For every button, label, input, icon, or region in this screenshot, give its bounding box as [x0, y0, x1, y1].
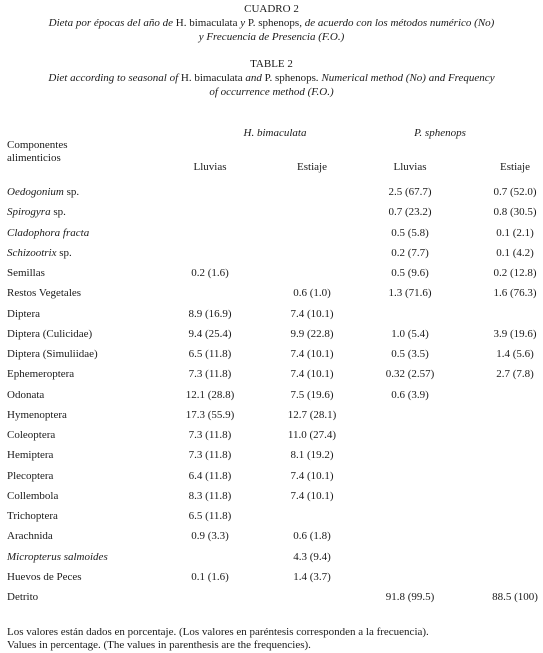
table-cell: 6.5 (11.8) — [188, 348, 232, 360]
row-label-name: Coleoptera — [7, 429, 56, 441]
footnote-spanish: Los valores están dados en porcentaje. (Los valores en paréntesis corresponden a la frecuencia). — [7, 626, 429, 638]
corner-label-line1: Componentes — [7, 139, 68, 151]
corner-label-line2: alimenticios — [7, 152, 61, 164]
row-label-name: Cladophora fracta — [7, 227, 90, 239]
row-label — [7, 287, 81, 299]
caption-fragment: Dieta por épocas del año de — [48, 17, 176, 29]
table-cell: 2.7 (7.8) — [496, 368, 534, 380]
caption-fragment: H. bimaculata — [175, 17, 238, 29]
caption-fragment: Diet according to seasonal of — [48, 72, 181, 84]
table-cell: 0.1 (2.1) — [496, 227, 534, 239]
row-label-name: Detrito — [7, 591, 39, 603]
row-label-name: Spirogyra — [7, 206, 51, 218]
cuadro-title: CUADRO 2 — [244, 3, 299, 15]
table-cell: 1.3 (71.6) — [388, 287, 432, 299]
table-caption-line2: of occurrence method (F.O.) — [209, 86, 334, 98]
row-label — [7, 510, 58, 522]
caption-fragment: P. sphenops — [264, 72, 316, 84]
table-cell: 1.0 (5.4) — [391, 328, 429, 340]
caption-fragment: H. bimaculata — [180, 72, 243, 84]
cuadro-caption-line1 — [0, 17, 543, 29]
table-cell: 9.4 (25.4) — [188, 328, 232, 340]
table-cell: 0.1 (1.6) — [191, 571, 229, 583]
table-cell: 0.9 (3.3) — [191, 530, 229, 542]
row-label-name: Arachnida — [7, 530, 53, 542]
table-cell: 1.4 (3.7) — [293, 571, 331, 583]
row-label — [7, 328, 92, 340]
footnote-english: Values in percentage. (The values in parenthesis are the frequencies). — [7, 639, 311, 651]
row-label-name: Hemiptera — [7, 449, 54, 461]
caption-fragment: . Numerical method (No) and Frequency — [315, 72, 495, 84]
row-label-name: Micropterus salmoides — [7, 551, 108, 563]
row-label-name: Restos Vegetales — [7, 287, 82, 299]
season-header-hb-estiaje: Estiaje — [297, 161, 327, 173]
table-cell: 2.5 (67.7) — [388, 186, 432, 198]
table-cell: 17.3 (55.9) — [185, 409, 235, 421]
row-label — [7, 186, 79, 198]
row-label-name: Odonata — [7, 389, 45, 401]
row-label — [7, 247, 72, 259]
caption-fragment: , de acuerdo con los métodos numérico (No) — [299, 17, 495, 29]
row-label — [7, 551, 108, 563]
table-cell: 6.5 (11.8) — [188, 510, 232, 522]
table-cell: 11.0 (27.4) — [287, 429, 337, 441]
table-cell: 12.1 (28.8) — [185, 389, 235, 401]
caption-fragment: y — [237, 17, 248, 29]
table-cell: 9.9 (22.8) — [290, 328, 334, 340]
species-header-h-bimaculata: H. bimaculata — [243, 127, 307, 139]
row-label-suffix: sp. — [56, 247, 72, 259]
row-label-suffix: sp. — [63, 186, 80, 198]
row-label — [7, 308, 40, 320]
row-label-name: Trichoptera — [7, 510, 58, 522]
table-cell: 12.7 (28.1) — [287, 409, 337, 421]
table-cell: 1.4 (5.6) — [496, 348, 534, 360]
row-label — [7, 348, 98, 360]
table-cell: 0.7 (52.0) — [493, 186, 537, 198]
season-header-ps-estiaje: Estiaje — [500, 161, 530, 173]
table-cell: 1.6 (76.3) — [493, 287, 537, 299]
table-cell: 7.3 (11.8) — [188, 429, 232, 441]
table-cell: 0.32 (2.57) — [385, 368, 435, 380]
season-header-hb-lluvias: Lluvias — [193, 161, 227, 173]
table-cell: 3.9 (19.6) — [493, 328, 537, 340]
table-cell: 7.4 (10.1) — [290, 348, 334, 360]
table-cell: 0.2 (7.7) — [391, 247, 429, 259]
row-label — [7, 206, 66, 218]
table-cell: 0.2 (1.6) — [191, 267, 229, 279]
row-label-name: Diptera — [7, 308, 40, 320]
table-cell: 8.1 (19.2) — [290, 449, 334, 461]
table-cell: 8.3 (11.8) — [188, 490, 232, 502]
table-cell: 91.8 (99.5) — [385, 591, 435, 603]
row-label-name: Semillas — [7, 267, 45, 279]
species-header-p-sphenops: P. sphenops — [414, 127, 466, 139]
row-label — [7, 267, 45, 279]
row-label-name: Diptera (Simuliidae) — [7, 348, 98, 360]
row-label-name: Oedogonium — [7, 186, 64, 198]
table-cell: 7.4 (10.1) — [290, 368, 334, 380]
table-cell: 0.8 (30.5) — [493, 206, 537, 218]
row-label — [7, 490, 58, 502]
table-cell: 7.3 (11.8) — [188, 368, 232, 380]
row-label — [7, 227, 89, 239]
row-label-name: Schizootrix — [7, 247, 57, 259]
table-cell: 0.2 (12.8) — [493, 267, 537, 279]
row-label — [7, 429, 55, 441]
row-label-suffix: sp. — [50, 206, 66, 218]
table-cell: 0.5 (3.5) — [391, 348, 429, 360]
row-label-name: Diptera (Culicidae) — [7, 328, 93, 340]
table-cell: 7.4 (10.1) — [290, 470, 334, 482]
row-label-name: Huevos de Peces — [7, 571, 82, 583]
table-cell: 6.4 (11.8) — [188, 470, 232, 482]
table-cell: 4.3 (9.4) — [293, 551, 331, 563]
row-label — [7, 591, 38, 603]
row-label — [7, 530, 53, 542]
table-cell: 0.6 (3.9) — [391, 389, 429, 401]
row-label — [7, 389, 44, 401]
table-title: TABLE 2 — [250, 58, 293, 70]
table-cell: 0.1 (4.2) — [496, 247, 534, 259]
row-label — [7, 409, 67, 421]
table-caption-line1 — [0, 72, 543, 84]
table-cell: 0.6 (1.0) — [293, 287, 331, 299]
table-cell: 7.4 (10.1) — [290, 308, 334, 320]
row-label-name: Ephemeroptera — [7, 368, 75, 380]
table-cell: 0.7 (23.2) — [388, 206, 432, 218]
row-label — [7, 470, 53, 482]
table-cell: 7.4 (10.1) — [290, 490, 334, 502]
table-cell: 88.5 (100) — [492, 591, 538, 603]
row-label-name: Hymenoptera — [7, 409, 67, 421]
cuadro-caption-line2: y Frecuencia de Presencia (F.O.) — [198, 31, 345, 43]
season-header-ps-lluvias: Lluvias — [393, 161, 427, 173]
table-cell: 0.5 (5.8) — [391, 227, 429, 239]
row-label-name: Plecoptera — [7, 470, 54, 482]
table-cell: 7.3 (11.8) — [188, 449, 232, 461]
row-label — [7, 368, 74, 380]
table-cell: 8.9 (16.9) — [188, 308, 232, 320]
row-label — [7, 571, 82, 583]
row-label-name: Collembola — [7, 490, 59, 502]
caption-fragment: P. sphenops — [247, 17, 300, 29]
table-cell: 7.5 (19.6) — [290, 389, 334, 401]
table-cell: 0.5 (9.6) — [391, 267, 429, 279]
table-cell: 0.6 (1.8) — [293, 530, 331, 542]
row-label — [7, 449, 53, 461]
caption-fragment: and — [242, 72, 265, 84]
